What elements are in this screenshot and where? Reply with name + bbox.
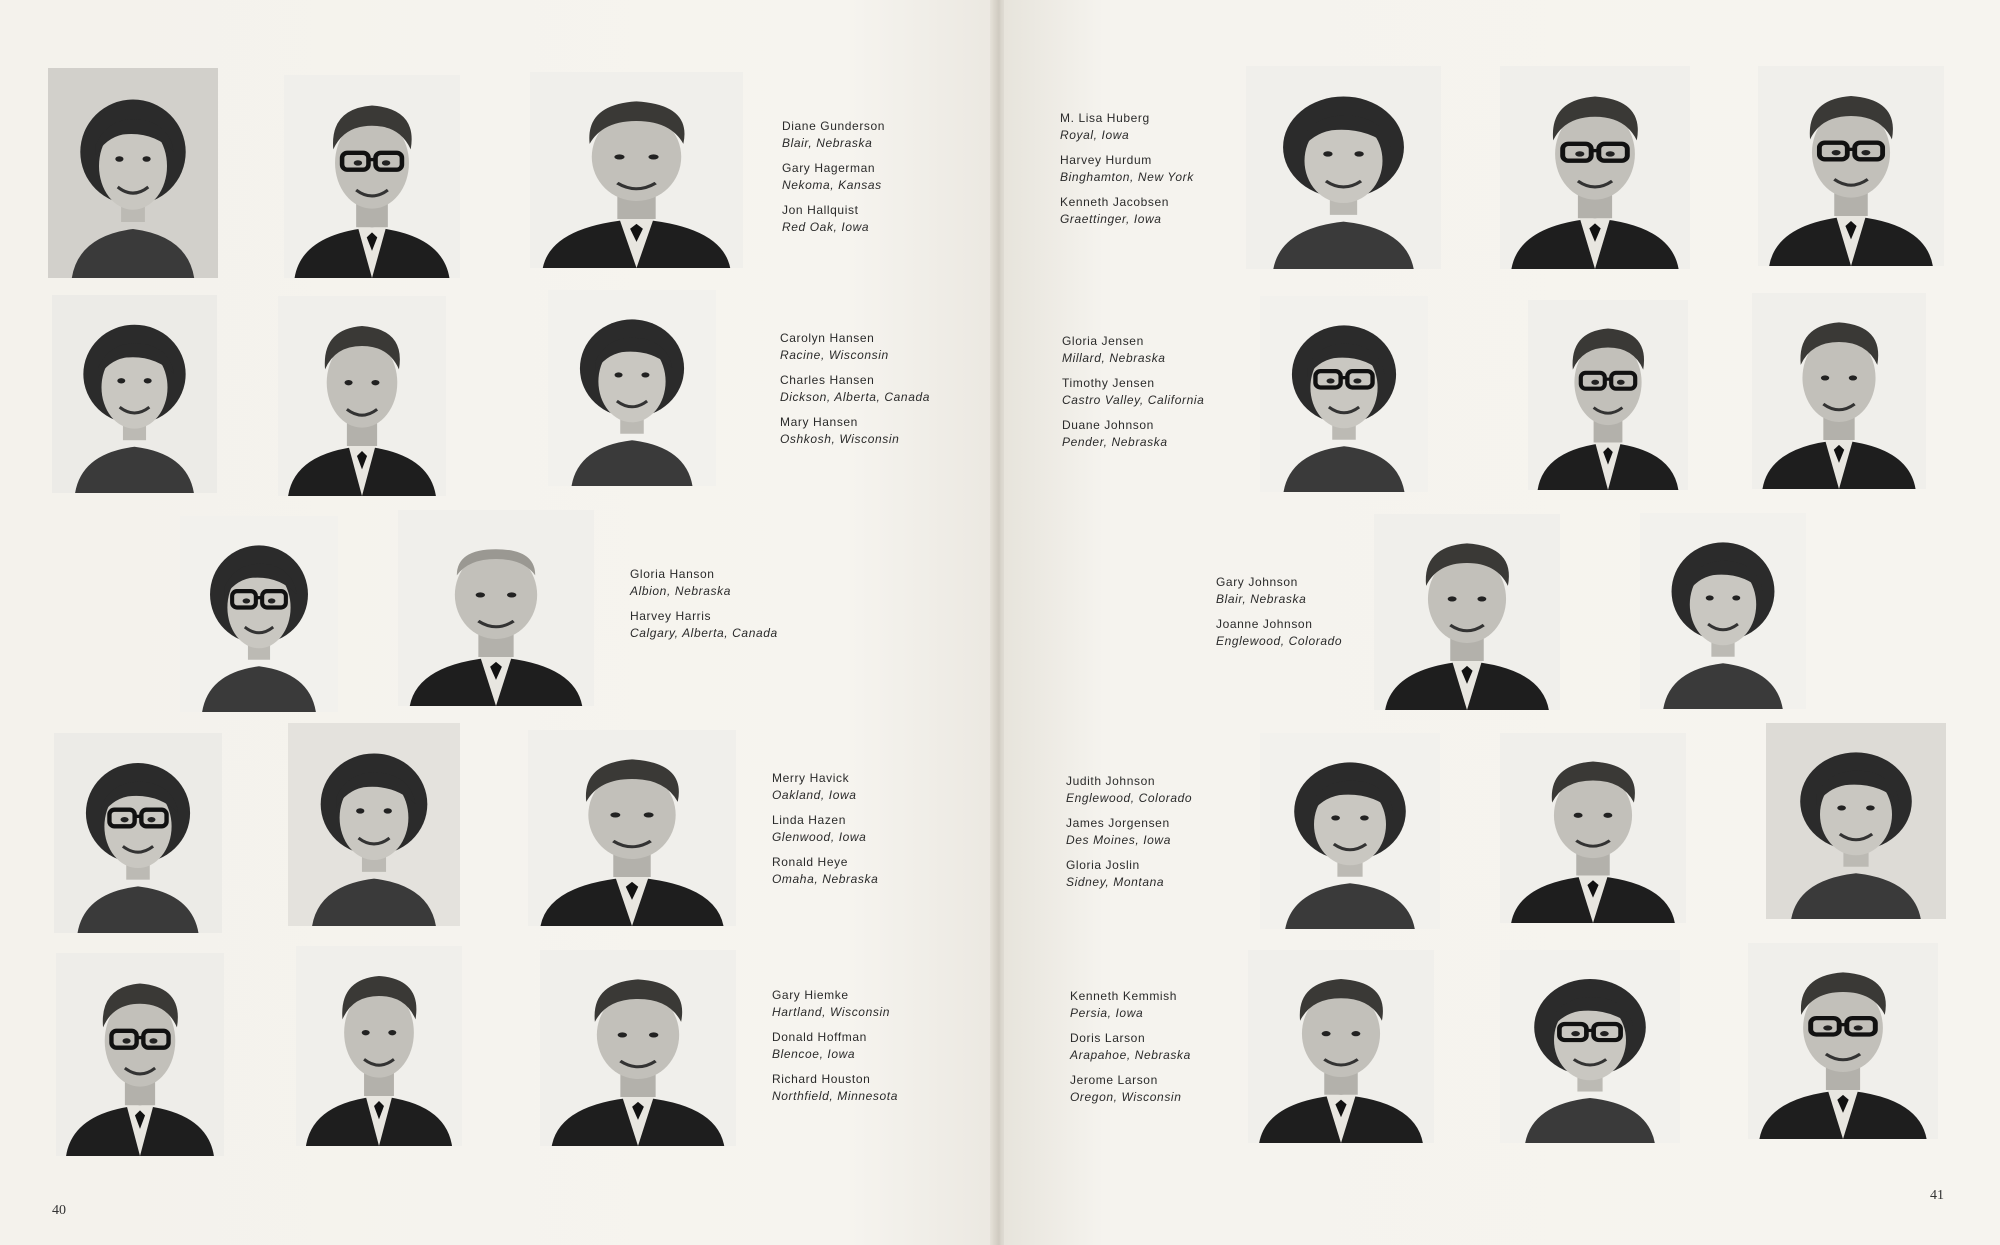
- portrait-photo: [54, 733, 222, 933]
- portrait-photo: [1758, 66, 1944, 266]
- portrait-photo: [398, 510, 594, 706]
- portrait-photo: [180, 516, 338, 712]
- student-hometown: Binghamton, New York: [1060, 170, 1194, 184]
- caption-entry: [772, 1029, 898, 1063]
- caption-entry: [1066, 857, 1192, 891]
- student-hometown: Blair, Nebraska: [782, 136, 873, 150]
- caption-entry: [1070, 988, 1191, 1022]
- portrait-photo: [1528, 300, 1688, 490]
- portrait-photo: [52, 295, 217, 493]
- caption-entry: [772, 770, 878, 804]
- portrait-photo: [1640, 513, 1806, 709]
- caption-block: [1070, 988, 1191, 1114]
- caption-entry: [1062, 375, 1204, 409]
- portrait-photo: [1260, 733, 1440, 929]
- student-name: Harvey Hurdum: [1060, 153, 1152, 167]
- student-hometown: Glenwood, Iowa: [772, 830, 867, 844]
- portrait-photo: [1752, 293, 1926, 489]
- portrait-photo: [56, 953, 224, 1156]
- caption-block: [780, 330, 930, 456]
- caption-block: [1062, 333, 1204, 459]
- student-hometown: Oakland, Iowa: [772, 788, 857, 802]
- student-name: Charles Hansen: [780, 373, 875, 387]
- caption-block: [1060, 110, 1194, 236]
- caption-block: [772, 987, 898, 1113]
- caption-entry: [772, 987, 898, 1021]
- page-number: 41: [1930, 1188, 1944, 1203]
- student-hometown: Red Oak, Iowa: [782, 220, 870, 234]
- portrait-photo: [528, 730, 736, 926]
- student-name: Diane Gunderson: [782, 119, 886, 133]
- student-hometown: Albion, Nebraska: [630, 584, 731, 598]
- student-name: Donald Hoffman: [772, 1030, 867, 1044]
- portrait-photo: [1374, 514, 1560, 710]
- student-hometown: Calgary, Alberta, Canada: [630, 626, 778, 640]
- student-name: Judith Johnson: [1066, 774, 1156, 788]
- caption-entry: [1066, 815, 1192, 849]
- student-hometown: Blencoe, Iowa: [772, 1047, 856, 1061]
- student-name: Gloria Hanson: [630, 567, 715, 581]
- student-hometown: Millard, Nebraska: [1062, 351, 1166, 365]
- caption-entry: [1216, 574, 1342, 608]
- caption-entry: [782, 118, 885, 152]
- portrait-photo: [296, 946, 462, 1146]
- page-number: 40: [52, 1203, 66, 1218]
- student-hometown: Englewood, Colorado: [1066, 791, 1193, 805]
- student-hometown: Arapahoe, Nebraska: [1070, 1048, 1191, 1062]
- portrait-photo: [1500, 950, 1680, 1143]
- portrait-photo: [1248, 950, 1434, 1143]
- portrait-photo: [288, 723, 460, 926]
- portrait-photo: [48, 68, 218, 278]
- student-name: Gary Hiemke: [772, 988, 849, 1002]
- caption-entry: [1070, 1072, 1191, 1106]
- caption-entry: [1060, 152, 1194, 186]
- caption-block: [1066, 773, 1192, 899]
- caption-entry: [780, 372, 930, 406]
- caption-entry: [1062, 417, 1204, 451]
- caption-block: [782, 118, 885, 244]
- right-page: [1004, 0, 2000, 1245]
- student-hometown: Persia, Iowa: [1070, 1006, 1144, 1020]
- portrait-photo: [284, 75, 460, 278]
- portrait-photo: [1246, 66, 1441, 269]
- student-hometown: Royal, Iowa: [1060, 128, 1130, 142]
- portrait-photo: [1260, 296, 1428, 492]
- portrait-photo: [530, 72, 743, 268]
- caption-entry: [782, 160, 885, 194]
- student-name: Merry Havick: [772, 771, 850, 785]
- student-hometown: Blair, Nebraska: [1216, 592, 1307, 606]
- caption-entry: [782, 202, 885, 236]
- portrait-photo: [278, 296, 446, 496]
- caption-entry: [1070, 1030, 1191, 1064]
- student-name: Harvey Harris: [630, 609, 712, 623]
- student-hometown: Oregon, Wisconsin: [1070, 1090, 1182, 1104]
- student-hometown: Sidney, Montana: [1066, 875, 1165, 889]
- caption-entry: [780, 414, 930, 448]
- student-name: Timothy Jensen: [1062, 376, 1155, 390]
- student-name: Kenneth Jacobsen: [1060, 195, 1170, 209]
- portrait-photo: [1500, 733, 1686, 923]
- student-hometown: Hartland, Wisconsin: [772, 1005, 890, 1019]
- student-name: M. Lisa Huberg: [1060, 111, 1150, 125]
- caption-entry: [1060, 194, 1194, 228]
- student-name: Jon Hallquist: [782, 203, 859, 217]
- student-name: Gary Hagerman: [782, 161, 876, 175]
- student-hometown: Graettinger, Iowa: [1060, 212, 1162, 226]
- student-name: Mary Hansen: [780, 415, 858, 429]
- student-name: Joanne Johnson: [1216, 617, 1313, 631]
- student-hometown: Des Moines, Iowa: [1066, 833, 1171, 847]
- student-name: Richard Houston: [772, 1072, 871, 1086]
- student-name: Gloria Jensen: [1062, 334, 1144, 348]
- student-hometown: Castro Valley, California: [1062, 393, 1205, 407]
- caption-entry: [630, 608, 778, 642]
- portrait-photo: [1766, 723, 1946, 919]
- student-hometown: Oshkosh, Wisconsin: [780, 432, 900, 446]
- student-name: Kenneth Kemmish: [1070, 989, 1178, 1003]
- caption-entry: [1216, 616, 1342, 650]
- student-hometown: Northfield, Minnesota: [772, 1089, 898, 1103]
- caption-block: [772, 770, 878, 896]
- student-hometown: Pender, Nebraska: [1062, 435, 1168, 449]
- caption-entry: [630, 566, 778, 600]
- student-name: Jerome Larson: [1070, 1073, 1158, 1087]
- student-hometown: Englewood, Colorado: [1216, 634, 1343, 648]
- portrait-photo: [1748, 943, 1938, 1139]
- caption-block: [630, 566, 778, 650]
- portrait-photo: [548, 290, 716, 486]
- student-name: Ronald Heye: [772, 855, 848, 869]
- student-name: Carolyn Hansen: [780, 331, 875, 345]
- student-hometown: Nekoma, Kansas: [782, 178, 882, 192]
- student-hometown: Racine, Wisconsin: [780, 348, 889, 362]
- caption-entry: [1060, 110, 1194, 144]
- student-hometown: Dickson, Alberta, Canada: [780, 390, 931, 404]
- portrait-photo: [540, 950, 736, 1146]
- caption-entry: [772, 1071, 898, 1105]
- portrait-photo: [1500, 66, 1690, 269]
- caption-entry: [772, 854, 878, 888]
- left-page: [0, 0, 996, 1245]
- student-name: Linda Hazen: [772, 813, 846, 827]
- caption-entry: [772, 812, 878, 846]
- caption-block: [1216, 574, 1342, 658]
- caption-entry: [780, 330, 930, 364]
- student-name: James Jorgensen: [1066, 816, 1170, 830]
- student-name: Gloria Joslin: [1066, 858, 1140, 872]
- caption-entry: [1062, 333, 1204, 367]
- student-name: Duane Johnson: [1062, 418, 1154, 432]
- student-name: Gary Johnson: [1216, 575, 1298, 589]
- caption-entry: [1066, 773, 1192, 807]
- student-hometown: Omaha, Nebraska: [772, 872, 879, 886]
- student-name: Doris Larson: [1070, 1031, 1146, 1045]
